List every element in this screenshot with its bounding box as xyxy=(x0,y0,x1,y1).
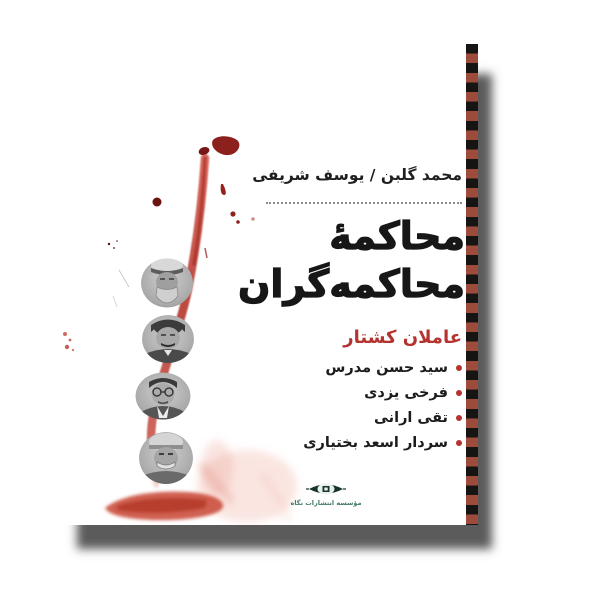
victim-item xyxy=(222,355,462,380)
publisher-eye-icon xyxy=(306,480,346,498)
victim-item xyxy=(222,430,462,455)
book-title xyxy=(165,212,465,308)
book-title-line1: محاکمهٔ xyxy=(329,214,465,258)
book-title-line2: محاکمه‌گران xyxy=(238,262,465,306)
bullet-icon xyxy=(456,365,462,371)
watercolor-main-stroke xyxy=(151,158,205,484)
bullet-icon xyxy=(456,390,462,396)
portrait-sardar-asad-bakhtiari xyxy=(139,432,193,484)
victim-item xyxy=(222,380,462,405)
book-cover xyxy=(57,44,478,525)
publisher-name: مؤسسه انتشارات نگاه xyxy=(290,499,362,507)
spine-strip xyxy=(466,44,478,525)
watercolor-bottom-smear xyxy=(105,492,223,521)
victim-name: فرخی یزدی xyxy=(364,384,448,401)
portrait-farrokhi-yazdi xyxy=(142,315,194,364)
victims-list xyxy=(222,355,462,455)
bullet-icon xyxy=(456,415,462,421)
victim-item xyxy=(222,405,462,430)
subtitle: عاملان کشتار xyxy=(343,327,462,348)
victim-name: سردار اسعد بختیاری xyxy=(303,434,448,451)
victim-name: تقی ارانی xyxy=(373,409,448,426)
author-line: محمد گلبن / یوسف شریفی xyxy=(252,166,462,184)
portrait-taghi-arani xyxy=(136,373,191,421)
victim-name: سید حسن مدرس xyxy=(325,359,448,376)
publisher-block xyxy=(288,480,364,507)
dotted-divider xyxy=(266,202,462,204)
bullet-icon xyxy=(456,440,462,446)
